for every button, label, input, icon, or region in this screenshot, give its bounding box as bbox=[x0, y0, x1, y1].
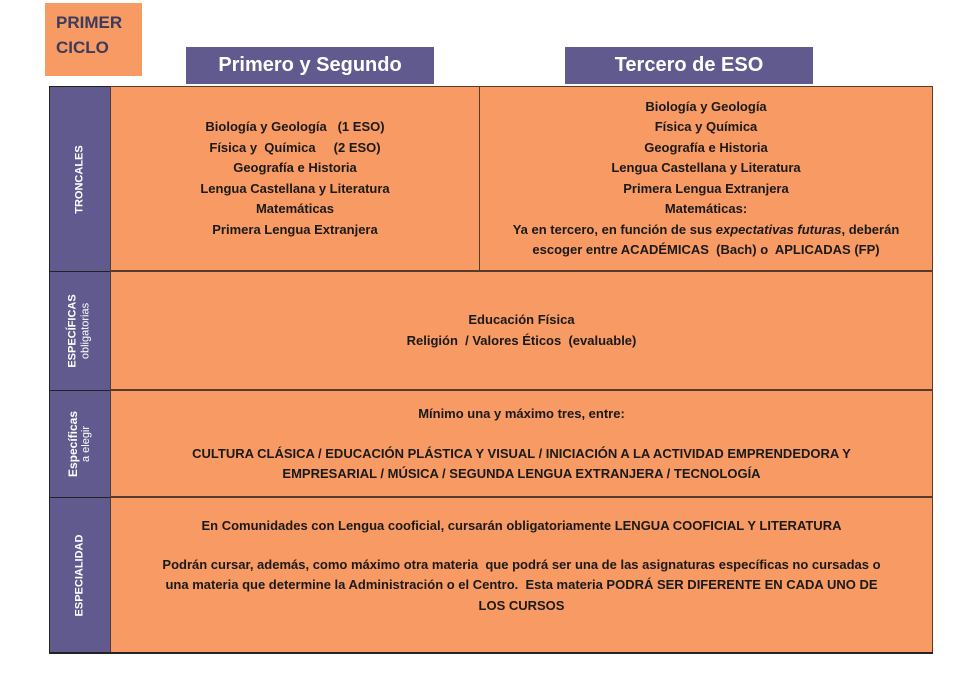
elegir-options-line-1: CULTURA CLÁSICA / EDUCACIÓN PLÁSTICA Y VISUAL / INICIACIÓN A LA ACTIVIDAD EMPRENDEDORA Y bbox=[192, 445, 851, 461]
especialidad-para-line: LOS CURSOS bbox=[478, 597, 565, 613]
obligatorias-item: Educación Física bbox=[468, 312, 575, 327]
row-label-especialidad-text: ESPECIALIDAD bbox=[73, 534, 86, 617]
troncales-tercero-cell bbox=[479, 86, 933, 271]
troncales-first-item: Física y Química (2 ESO) bbox=[209, 139, 381, 155]
troncales-second-item: Geografía e Historia bbox=[644, 139, 768, 155]
cycle-title-line-1: PRIMER bbox=[56, 13, 123, 32]
troncales-first-item: Primera Lengua Extranjera bbox=[212, 221, 378, 237]
row-label-especialidad bbox=[49, 497, 110, 653]
cycle-title-line-2: CICLO bbox=[56, 38, 109, 57]
troncales-note-suffix: , deberán bbox=[841, 221, 900, 237]
row-label-especificas-elegir bbox=[49, 390, 110, 497]
especialidad-line-1: En Comunidades con Lengua cooficial, cursarán obligatoriamente LENGUA COOFICIAL Y LITERATURA bbox=[201, 518, 842, 533]
obligatorias-item: Religión / Valores Éticos (evaluable) bbox=[406, 332, 637, 348]
obligatorias-cell bbox=[110, 271, 933, 390]
troncales-first-item: Biología y Geología (1 ESO) bbox=[205, 119, 385, 134]
row-label-elegir-text bbox=[67, 411, 93, 477]
row-label-elegir-line-2: a elegir bbox=[80, 425, 93, 463]
especialidad-cell bbox=[110, 497, 933, 653]
especialidad-para-line: una materia que determine la Administración o el Centro. Esta materia PODRÁ SER DIFERENTE EN CADA UNO DE bbox=[165, 577, 878, 592]
elegir-options-line-2: EMPRESARIAL / MÚSICA / SEGUNDA LENGUA EXTRANJERA / TECNOLOGÍA bbox=[282, 465, 761, 481]
troncales-second-item: Matemáticas: bbox=[664, 201, 748, 216]
troncales-primero-segundo-cell bbox=[110, 86, 480, 271]
troncales-first-item: Matemáticas bbox=[255, 201, 335, 216]
troncales-note-italic: expectativas futuras bbox=[715, 221, 842, 237]
troncales-second-item: Lengua Castellana y Literatura bbox=[611, 160, 801, 175]
especialidad-para-line: Podrán cursar, además, como máximo otra materia que podrá ser una de las asignaturas específicas no cursadas o bbox=[162, 556, 881, 572]
elegir-cell bbox=[110, 390, 933, 497]
row-label-especificas-obligatorias bbox=[49, 271, 110, 390]
troncales-first-item: Geografía e Historia bbox=[233, 160, 357, 175]
column-header-primero-segundo: Primero y Segundo bbox=[186, 47, 434, 84]
row-label-obligatorias-line-2: obligatorias bbox=[80, 302, 93, 360]
row-label-obligatorias-text bbox=[67, 294, 93, 367]
cycle-title-box bbox=[45, 3, 142, 76]
elegir-intro: Mínimo una y máximo tres, entre: bbox=[418, 405, 625, 421]
row-label-troncales bbox=[49, 86, 110, 271]
troncales-note bbox=[513, 220, 900, 241]
row-label-elegir-line-1: Específicas bbox=[66, 410, 81, 478]
table-bottom-border bbox=[49, 652, 933, 654]
row-label-obligatorias-line-1: ESPECÍFICAS bbox=[67, 294, 80, 368]
row-label-troncales-text: TRONCALES bbox=[73, 144, 86, 214]
troncales-note-prefix: Ya en tercero, en función de sus bbox=[512, 221, 716, 237]
troncales-second-item: Biología y Geología bbox=[645, 98, 767, 114]
column-header-tercero: Tercero de ESO bbox=[565, 47, 813, 84]
troncales-second-item: Primera Lengua Extranjera bbox=[623, 180, 789, 196]
troncales-note-line-2: escoger entre ACADÉMICAS (Bach) o APLICADAS (FP) bbox=[532, 242, 880, 257]
troncales-first-item: Lengua Castellana y Literatura bbox=[200, 180, 390, 196]
troncales-second-item: Física y Química bbox=[654, 119, 758, 134]
